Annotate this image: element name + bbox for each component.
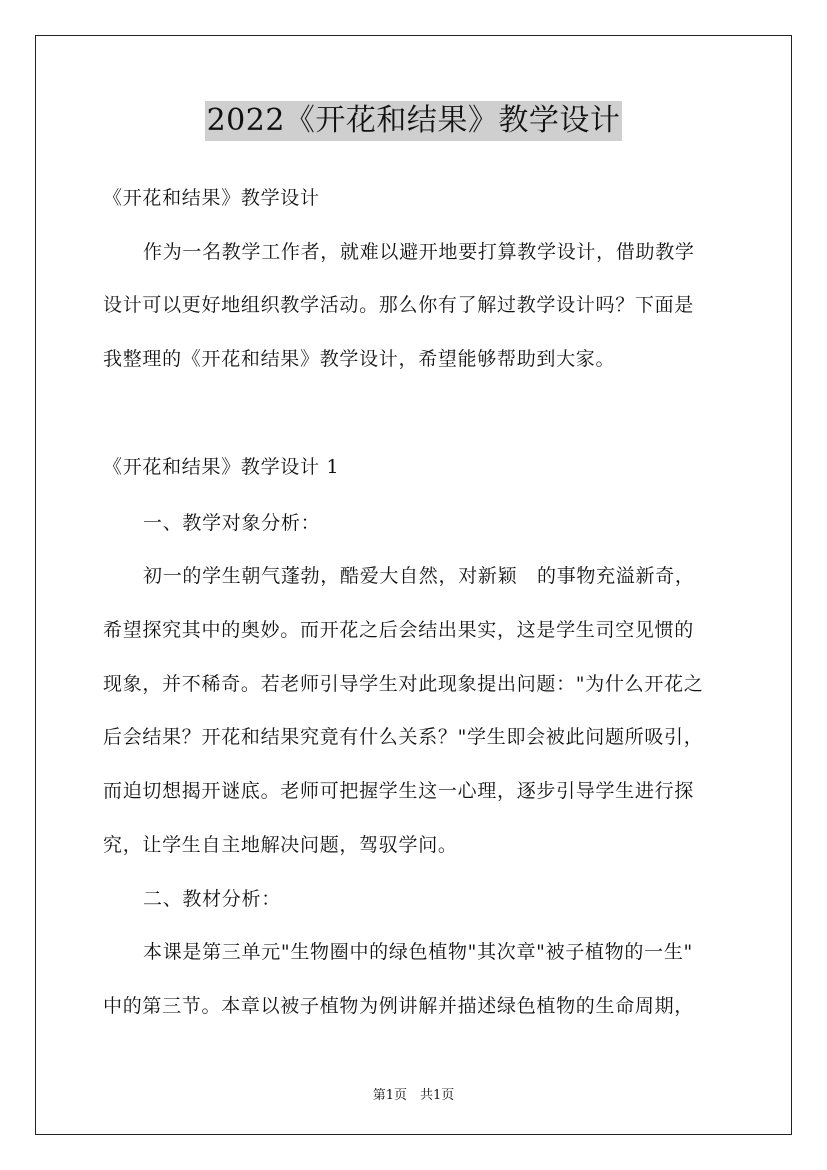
para2-line-2: 中的第三节。本章以被子植物为例讲解并描述绿色植物的生命周期， <box>103 995 695 1017</box>
para2-line-1: 本课是第三单元"生物圈中的绿色植物"其次章"被子植物的一生" <box>143 941 693 963</box>
intro-line-1: 作为一名教学工作者，就难以避开地要打算教学设计，借助教学 <box>143 241 695 263</box>
page-footer: 第1页 共1页 <box>372 1088 455 1103</box>
intro-line-3: 我整理的《开花和结果》教学设计，希望能够帮助到大家。 <box>103 348 616 370</box>
section-title: 《开花和结果》教学设计 1 <box>103 456 340 478</box>
para1-line-5: 而迫切想揭开谜底。老师可把握学生这一心理，逐步引导学生进行探 <box>103 780 695 802</box>
para1-line-4: 后会结果？开花和结果究竟有什么关系？"学生即会被此问题所吸引， <box>103 726 704 748</box>
subtitle: 《开花和结果》教学设计 <box>103 187 320 209</box>
document-title: 2022《开花和结果》教学设计 <box>205 101 623 141</box>
title-container <box>0 101 827 141</box>
para1-line-1: 初一的学生朝气蓬勃，酷爱大自然，对新颖 的事物充溢新奇， <box>143 565 695 587</box>
para1-line-3: 现象，并不稀奇。若老师引导学生对此现象提出问题："为什么开花之 <box>103 673 704 695</box>
intro-line-2: 设计可以更好地组织教学活动。那么你有了解过教学设计吗？下面是 <box>103 294 695 316</box>
heading-material-analysis: 二、教材分析： <box>143 888 281 910</box>
para1-line-6: 究，让学生自主地解决问题，驾驭学问。 <box>103 834 458 856</box>
heading-object-analysis: 一、教学对象分析： <box>143 512 321 534</box>
para1-line-2: 希望探究其中的奥妙。而开花之后会结出果实，这是学生司空见惯的 <box>103 619 695 641</box>
